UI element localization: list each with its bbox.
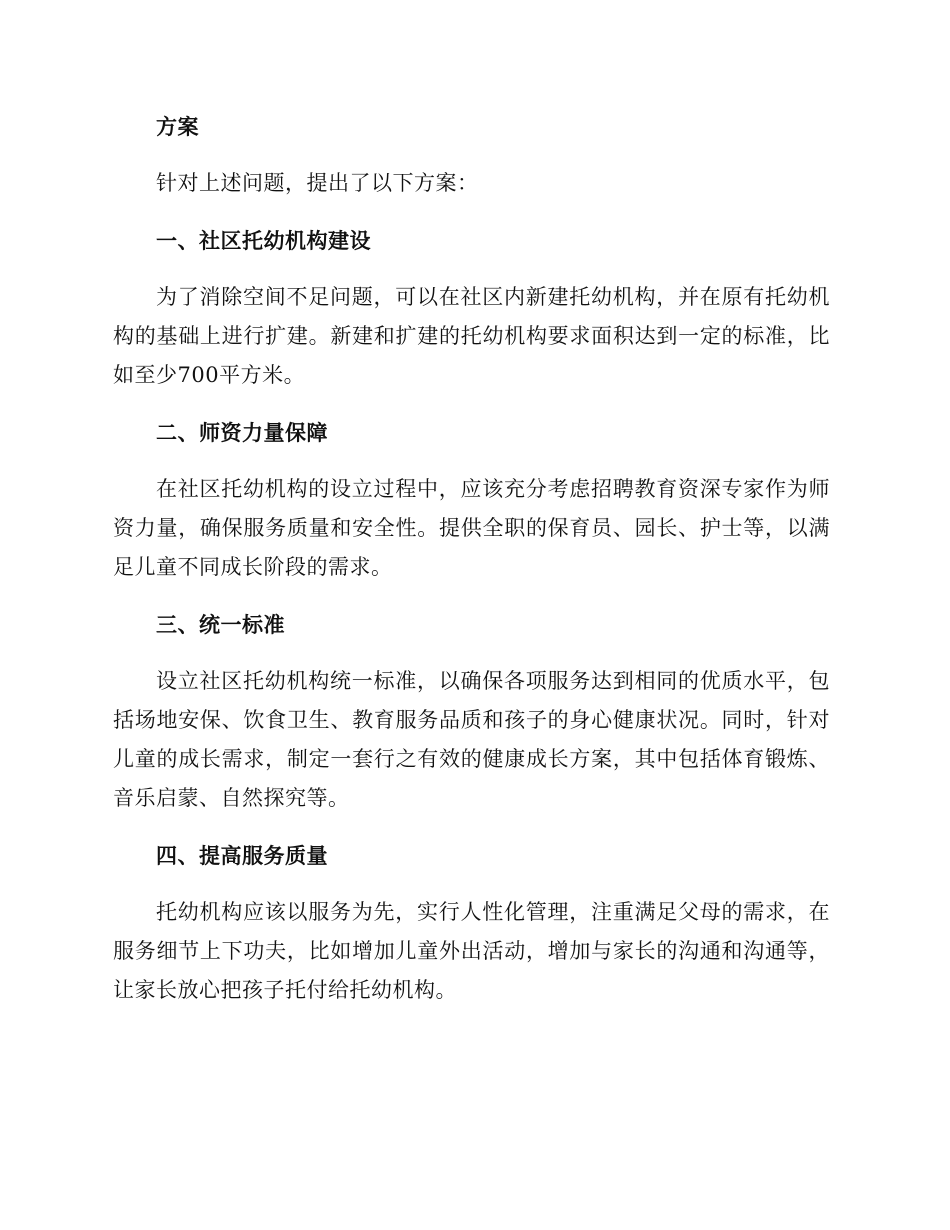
section-heading-2: 二、师资力量保障	[156, 421, 328, 445]
spacer	[113, 395, 830, 418]
section-body-3: 设立社区托幼机构统一标准，以确保各项服务达到相同的优质水平，包括场地安保、饮食卫生、教育服务品质和孩子的身心健康状况。同时，针对儿童的成长需求，制定一套行之有效的健康成长方案，其中包括体育锻炼、音乐启蒙、自然探究等。	[113, 669, 830, 810]
document-title: 方案	[156, 115, 199, 139]
spacer	[113, 818, 830, 841]
spacer	[113, 587, 830, 610]
spacer	[113, 256, 830, 278]
section-body-1: 为了消除空间不足问题，可以在社区内新建托幼机构，并在原有托幼机构的基础上进行扩建。新建和扩建的托幼机构要求面积达到一定的标准，比如至少700平方米。	[113, 285, 830, 387]
intro-paragraph: 针对上述问题，提出了以下方案：	[156, 171, 479, 195]
spacer	[113, 640, 830, 662]
spacer	[113, 871, 830, 893]
spacer	[113, 142, 830, 164]
section-heading-1: 一、社区托幼机构建设	[156, 229, 371, 253]
section-heading-3: 三、统一标准	[156, 613, 285, 637]
section-heading-4: 四、提高服务质量	[156, 844, 328, 868]
spacer	[113, 448, 830, 470]
section-body-2: 在社区托幼机构的设立过程中，应该充分考虑招聘教育资深专家作为师资力量，确保服务质量和安全性。提供全职的保育员、园长、护士等，以满足儿童不同成长阶段的需求。	[113, 477, 830, 579]
document-content	[113, 112, 830, 1010]
spacer	[113, 203, 830, 226]
section-body-4: 托幼机构应该以服务为先，实行人性化管理，注重满足父母的需求，在服务细节上下功夫，比如增加儿童外出活动，增加与家长的沟通和沟通等，让家长放心把孩子托付给托幼机构。	[113, 900, 830, 1002]
